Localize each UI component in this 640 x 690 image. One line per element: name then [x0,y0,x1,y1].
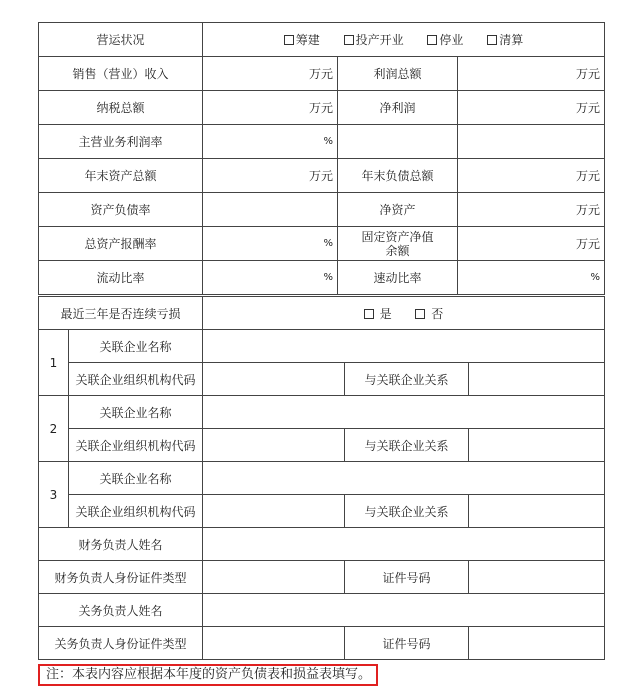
loss-options [203,297,605,330]
finance-value-cell[interactable]: % [203,261,338,295]
finance-label: 固定资产净值余额 [338,227,458,261]
finance-row [39,91,605,125]
related-code-label: 关联企业组织机构代码 [69,495,203,528]
finance-row [39,227,605,261]
finance-row [39,159,605,193]
checkbox-icon[interactable] [284,35,294,45]
status-option-opened[interactable]: 投产开业 [344,33,404,47]
finance-label [338,125,458,159]
finance-value-cell[interactable]: % [458,261,605,295]
finance-row [39,125,605,159]
finance-row [39,193,605,227]
finance-person-name-label: 财务负责人姓名 [39,528,203,561]
related-name-row [39,462,605,495]
finance-person-id-type-input[interactable] [203,561,345,594]
status-option-liquidation[interactable]: 清算 [487,33,523,47]
finance-person-id-row [39,561,605,594]
checkbox-icon[interactable] [427,35,437,45]
loss-option-yes[interactable]: 是 [364,307,392,321]
operating-status-options [203,23,605,57]
finance-label: 销售（营业）收入 [39,57,203,91]
finance-label: 净利润 [338,91,458,125]
tax-person-row [39,594,605,627]
finance-label: 流动比率 [39,261,203,295]
relation-label: 与关联企业关系 [345,429,469,462]
tax-person-id-type-label: 关务负责人身份证件类型 [39,627,203,660]
finance-label: 年末资产总额 [39,159,203,193]
checkbox-icon[interactable] [487,35,497,45]
finance-row [39,261,605,295]
finance-value-cell[interactable]: 万元 [203,57,338,91]
related-code-input[interactable] [203,495,345,528]
finance-label: 纳税总额 [39,91,203,125]
related-name-label: 关联企业名称 [69,396,203,429]
finance-person-name-input[interactable] [203,528,605,561]
tax-person-id-type-input[interactable] [203,627,345,660]
finance-value-cell[interactable]: 万元 [458,91,605,125]
checkbox-icon[interactable] [344,35,354,45]
relation-label: 与关联企业关系 [345,495,469,528]
finance-value-cell[interactable]: 万元 [203,159,338,193]
finance-label: 总资产报酬率 [39,227,203,261]
operating-status-label: 营运状况 [39,23,203,57]
finance-person-id-type-label: 财务负责人身份证件类型 [39,561,203,594]
operating-status-row [39,23,605,57]
related-code-row [39,363,605,396]
finance-value-cell[interactable]: % [203,125,338,159]
finance-label: 主营业务利润率 [39,125,203,159]
id-number-label: 证件号码 [345,627,469,660]
related-code-row [39,495,605,528]
finance-value-cell[interactable]: 万元 [458,193,605,227]
status-option-planning[interactable]: 筹建 [284,33,320,47]
related-code-label: 关联企业组织机构代码 [69,429,203,462]
finance-value-cell[interactable] [203,193,338,227]
related-name-input[interactable] [203,396,605,429]
finance-label: 资产负债率 [39,193,203,227]
related-index: 1 [39,330,69,396]
finance-row [39,57,605,91]
loss-option-no[interactable]: 否 [415,307,443,321]
finance-value-cell[interactable]: 万元 [458,159,605,193]
id-number-label: 证件号码 [345,561,469,594]
related-code-input[interactable] [203,363,345,396]
finance-value-cell[interactable]: 万元 [458,57,605,91]
related-code-label: 关联企业组织机构代码 [69,363,203,396]
finance-person-row [39,528,605,561]
footnote: 注：本表内容应根据本年度的资产负债表和损益表填写。 [38,664,378,686]
tax-person-id-row [39,627,605,660]
finance-label: 净资产 [338,193,458,227]
finance-value-cell[interactable]: 万元 [458,227,605,261]
relation-input[interactable] [469,363,605,396]
checkbox-icon[interactable] [364,309,374,319]
loss-label: 最近三年是否连续亏损 [39,297,203,330]
related-index: 2 [39,396,69,462]
checkbox-icon[interactable] [415,309,425,319]
related-name-label: 关联企业名称 [69,330,203,363]
status-option-suspended[interactable]: 停业 [427,33,463,47]
related-code-input[interactable] [203,429,345,462]
related-name-input[interactable] [203,462,605,495]
related-name-row [39,396,605,429]
relation-input[interactable] [469,429,605,462]
id-number-input[interactable] [469,627,605,660]
related-enterprise-table [38,296,605,660]
finance-value-cell[interactable] [458,125,605,159]
related-index: 3 [39,462,69,528]
related-code-row [39,429,605,462]
relation-input[interactable] [469,495,605,528]
tax-person-name-input[interactable] [203,594,605,627]
finance-label: 速动比率 [338,261,458,295]
related-name-input[interactable] [203,330,605,363]
related-name-label: 关联企业名称 [69,462,203,495]
loss-row [39,297,605,330]
finance-label: 年末负债总额 [338,159,458,193]
finance-label: 利润总额 [338,57,458,91]
tax-person-name-label: 关务负责人姓名 [39,594,203,627]
finance-value-cell[interactable]: 万元 [203,91,338,125]
id-number-input[interactable] [469,561,605,594]
relation-label: 与关联企业关系 [345,363,469,396]
related-name-row [39,330,605,363]
financial-status-table [38,22,605,295]
finance-value-cell[interactable]: % [203,227,338,261]
